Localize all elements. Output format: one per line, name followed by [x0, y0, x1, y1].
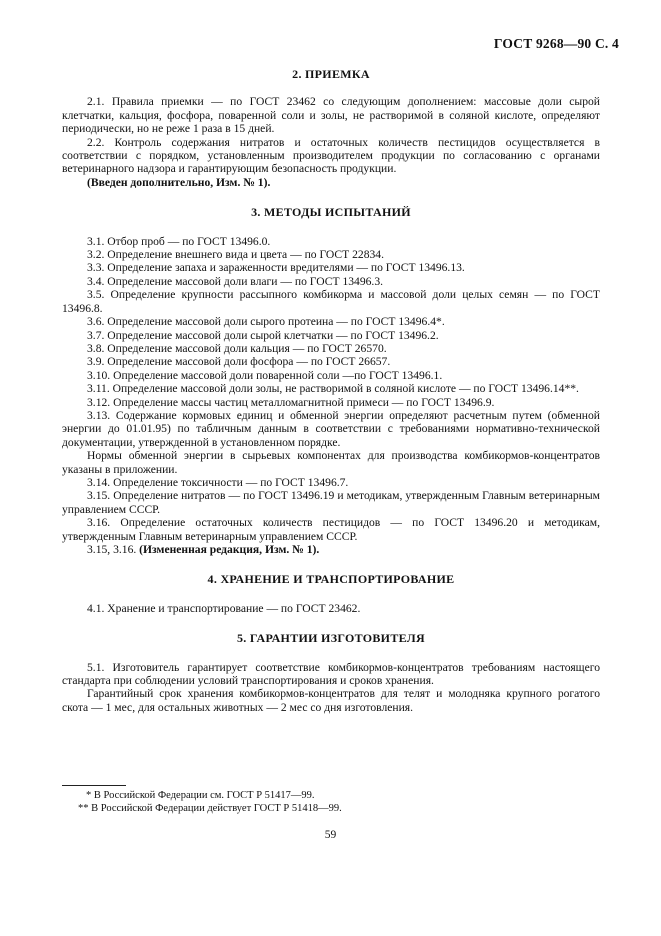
section-title-guarantees: 5. ГАРАНТИИ ИЗГОТОВИТЕЛЯ: [237, 631, 425, 646]
paragraph: 3.15. Определение нитратов — по ГОСТ 13496.19 и методикам, утвержденным Главным ветеринарным управлением СССР.: [62, 489, 600, 516]
section-title-test-methods: 3. МЕТОДЫ ИСПЫТАНИЙ: [251, 205, 411, 220]
document-header: ГОСТ 9268—90 С. 4: [493, 36, 619, 51]
paragraph: 3.13. Содержание кормовых единиц и обменной энергии определяют расчетным путем (обменной энергии до 01.01.95) по табличным данным в соответствии с требованиями нормативно-технической документации, утвержденной в установленном порядке.: [62, 408, 600, 449]
paragraph: 3.8. Определение массовой доли кальция — по ГОСТ 26570.: [87, 341, 387, 355]
paragraph: 2.2. Контроль содержания нитратов и остаточных количеств пестицидов осуществляется в соответствии с порядком, установленным производителем продукции по согласованию с органами ветеринарного надзора и гарантирующим безопасность продукции.: [62, 135, 600, 176]
paragraph: 3.12. Определение массы частиц металломагнитной примеси — по ГОСТ 13496.9.: [87, 395, 495, 409]
footnote: * В Российской Федерации см. ГОСТ Р 51417—99.: [86, 790, 315, 801]
paragraph: 3.4. Определение массовой доли влаги — по ГОСТ 13496.3.: [87, 274, 384, 288]
paragraph: Гарантийный срок хранения комбикормов-концентратов для телят и молодняка крупного рогатого скота — 1 мес, для остальных животных — 2 мес со дня изготовления.: [62, 687, 600, 714]
paragraph: 3.9. Определение массовой доли фосфора — по ГОСТ 26657.: [87, 355, 391, 369]
amendment-note: (Измененная редакция, Изм. № 1).: [139, 543, 320, 556]
paragraph: 3.5. Определение крупности рассыпного комбикорма и массовой доли целых семян — по ГОСТ 13496.8.: [62, 288, 600, 315]
paragraph: 3.3. Определение запаха и зараженности вредителями — по ГОСТ 13496.13.: [87, 261, 465, 275]
paragraph: 3.7. Определение массовой доли сырой клетчатки — по ГОСТ 13496.2.: [87, 328, 439, 342]
amendment-line: [62, 543, 600, 556]
paragraph: 4.1. Хранение и транспортирование — по ГОСТ 23462.: [87, 601, 361, 615]
amendment-note: (Введен дополнительно, Изм. № 1).: [87, 175, 271, 189]
paragraph: 3.1. Отбор проб — по ГОСТ 13496.0.: [87, 234, 271, 248]
document-body: [62, 68, 600, 714]
paragraph: 3.6. Определение массовой доли сырого протеина — по ГОСТ 13496.4*.: [87, 315, 445, 329]
paragraph: 3.11. Определение массовой доли золы, не растворимой в соляной кислоте — по ГОСТ 13496.14**.: [87, 382, 579, 396]
section-title-storage: 4. ХРАНЕНИЕ И ТРАНСПОРТИРОВАНИЕ: [207, 572, 455, 587]
paragraph: 2.1. Правила приемки — по ГОСТ 23462 со следующим дополнением: массовые доли сырой клетчатки, кальция, фосфора, поваренной соли и золы, не растворимой в соляной кислоте, определяют периодически, но не реже 1 раза в 15 дней.: [62, 95, 600, 136]
paragraph: Нормы обменной энергии в сырьевых компонентах для производства комбикормов-концентратов указаны в приложении.: [62, 449, 600, 476]
footnote: ** В Российской Федерации действует ГОСТ Р 51418—99.: [78, 802, 342, 814]
paragraph: 3.10. Определение массовой доли поваренной соли —по ГОСТ 13496.1.: [87, 368, 443, 382]
amendment-prefix: 3.15, 3.16.: [87, 543, 140, 556]
paragraph: 3.2. Определение внешнего вида и цвета — по ГОСТ 22834.: [87, 248, 384, 262]
page-number: 59: [324, 829, 337, 841]
paragraph: 3.14. Определение токсичности — по ГОСТ 13496.7.: [87, 475, 349, 489]
section-title-acceptance: 2. ПРИЕМКА: [292, 67, 370, 81]
footnotes: [62, 790, 600, 815]
paragraph: 5.1. Изготовитель гарантирует соответствие комбикормов-концентратов требованиям настоящего стандарта при соблюдении условий транспортирования и сроков хранения.: [62, 660, 600, 688]
footnote-divider: [62, 785, 126, 786]
paragraph: 3.16. Определение остаточных количеств пестицидов — по ГОСТ 13496.20 и методикам, утвержденным Главным ветеринарным управлением СССР.: [62, 516, 600, 543]
